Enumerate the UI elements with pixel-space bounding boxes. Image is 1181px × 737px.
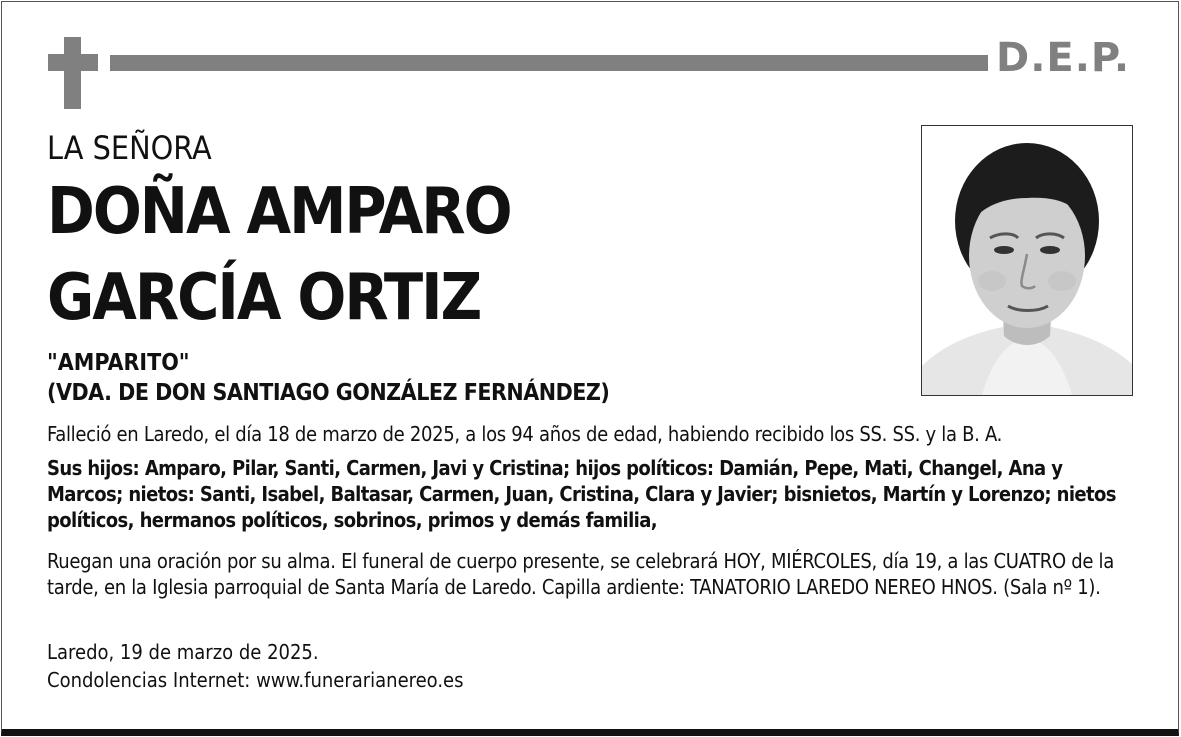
place-and-date: Laredo, 19 de marzo de 2025. <box>47 640 319 664</box>
deceased-title: LA SEÑORA <box>47 129 212 167</box>
funeral-details: Ruegan una oración por su alma. El funeral de cuerpo presente, se celebrará HOY, MIÉRCOLES, día 19, a las CUATRO de la tarde, en la Iglesia parroquial de Santa María de Laredo. Capilla ardiente: TANATORIO LAREDO NEREO HNOS. (Sala nº 1). <box>47 549 1114 599</box>
cross-icon <box>48 37 98 109</box>
widow-of: (VDA. DE DON SANTIAGO GONZÁLEZ FERNÁNDEZ) <box>47 380 610 406</box>
header-rule <box>110 55 988 71</box>
deceased-name-line1: DOÑA AMPARO <box>47 175 511 249</box>
family-list: Sus hijos: Amparo, Pilar, Santi, Carmen, Javi y Cristina; hijos políticos: Damián, Pepe, Mati, Changel, Ana y Marcos; nietos: Santi, Isabel, Baltasar, Carmen, Juan, Cristina, Clara y Javier; bisnietos, Martín y Lorenzo; nietos políticos, hermanos políticos, sobrinos, primos y demás familia, <box>47 456 1116 532</box>
dep-label: D.E.P. <box>996 35 1131 81</box>
death-notice: Falleció en Laredo, el día 18 de marzo de 2025, a los 94 años de edad, habiendo recibido los SS. SS. y la B. A. <box>47 422 1003 446</box>
deceased-name-line2: GARCÍA ORTIZ <box>47 261 481 335</box>
condolences-info: Condolencias Internet: www.funerarianereo.es <box>47 668 464 692</box>
deceased-nickname: "AMPARITO" <box>47 350 190 376</box>
portrait-photo <box>921 125 1133 396</box>
